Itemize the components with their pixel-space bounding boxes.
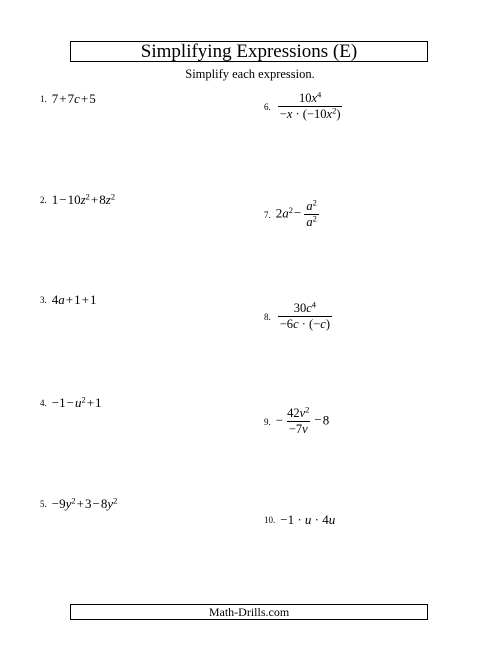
problem-expression: 4a+1+1 [51,292,97,307]
problem-expression: $-9y^2+3-8y^2$ [51,495,118,511]
problem-8 [264,299,334,331]
problem-5 [40,496,117,512]
fraction: $\frac{10x^4}{-x \cdot (-10x^2)}$ [279,89,341,121]
problem-expression: $-1-u^2+1$ [51,394,102,410]
problem-expression: $2a^2-$ $\frac{a^2}{a^2}$ [275,197,317,229]
fraction: $\frac{30c^4}{-6c \cdot (-c)}$ [279,299,330,331]
problem-6 [264,89,344,121]
problem-2 [40,192,115,208]
problem-number: 2. [40,195,47,205]
problem-number: 8. [264,311,271,322]
problem-number: 10. [264,515,276,525]
fraction: $\frac{a^2}{a^2}$ [306,197,317,229]
problem-expression: − $\frac{42v^2}{-7v}$ −8 [275,404,330,436]
problem-expression: −1 · u · 4u [280,512,336,527]
problem-7 [264,197,321,229]
problem-3 [40,292,96,308]
problem-number: 5. [40,499,47,509]
problem-1 [40,91,96,107]
problem-expression: $1-10z^2+8z^2$ [51,191,116,207]
problem-number: 9. [264,416,271,427]
fraction: $\frac{42v^2}{-7v}$ [287,404,310,436]
problem-9 [264,404,330,436]
problem-number: 4. [40,398,47,408]
footer-site: Math-Drills.com [70,604,428,620]
problem-expression: 7+7c+5 [51,91,96,106]
problem-number: 7. [264,209,271,220]
problem-number: 6. [264,101,271,112]
worksheet-title: Simplifying Expressions (E) [70,41,428,62]
problem-4 [40,395,102,411]
problem-expression [276,89,345,121]
instructions: Simplify each expression. [185,67,315,81]
problem-10 [264,512,335,528]
problem-expression [276,299,334,331]
problem-number: 3. [40,295,47,305]
problem-number: 1. [40,94,47,104]
